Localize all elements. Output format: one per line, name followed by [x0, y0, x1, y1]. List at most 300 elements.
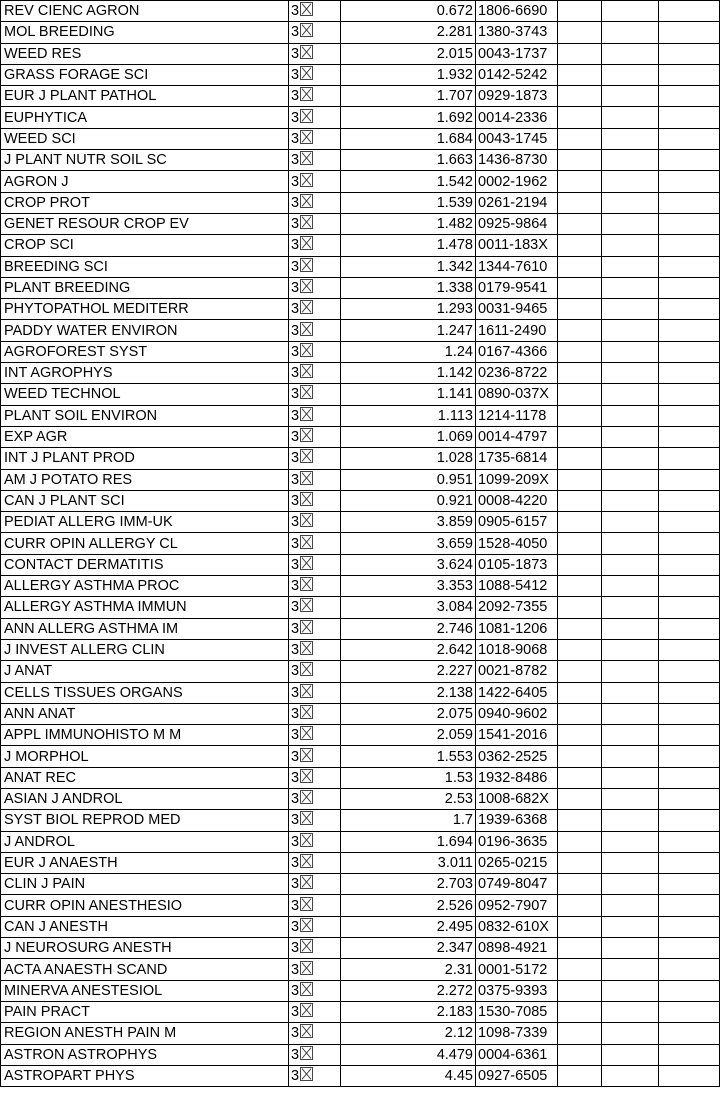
quartile-text: 3: [291, 471, 300, 488]
quartile-text: 3: [291, 24, 300, 41]
table-row: [1, 128, 720, 149]
impact-factor-cell: [341, 576, 476, 597]
empty-cell: [558, 213, 602, 234]
empty-cell: [558, 874, 602, 895]
impact-factor-text: 2.526: [436, 897, 473, 914]
table-row: [1, 810, 720, 831]
impact-factor-cell: [341, 788, 476, 809]
table-row: [1, 831, 720, 852]
impact-factor-cell: [341, 256, 476, 277]
empty-cell: [659, 788, 720, 809]
empty-cell: [558, 299, 602, 320]
impact-factor-text: 2.746: [436, 620, 473, 637]
empty-cell: [558, 43, 602, 64]
issn-cell: [476, 512, 558, 533]
empty-cell: [659, 682, 720, 703]
empty-cell: [659, 810, 720, 831]
issn-text: 1214-1178: [478, 407, 547, 424]
table-row: [1, 277, 720, 298]
impact-factor-cell: [341, 213, 476, 234]
quartile-cell: [289, 959, 341, 980]
impact-factor-text: 0.921: [436, 492, 473, 509]
journal-name-cell: [1, 788, 289, 809]
impact-factor-cell: [341, 767, 476, 788]
impact-factor-text: 3.624: [436, 556, 473, 573]
issn-cell: [476, 1065, 558, 1086]
quartile-text: 3: [291, 492, 300, 509]
impact-factor-text: 2.075: [436, 705, 473, 722]
issn-text: 1530-7085: [478, 1004, 548, 1021]
issn-text: 0004-6361: [478, 1046, 548, 1063]
journal-name-cell: [1, 384, 289, 405]
empty-cell: [602, 597, 659, 618]
issn-cell: [476, 746, 558, 767]
impact-factor-cell: [341, 405, 476, 426]
journal-name-text: ASTROPART PHYS: [4, 1067, 135, 1084]
empty-cell: [558, 597, 602, 618]
quartile-text: 3: [291, 365, 300, 382]
issn-cell: [476, 725, 558, 746]
empty-cell: [659, 639, 720, 660]
quartile-text: 3: [291, 599, 300, 616]
table-row: [1, 554, 720, 575]
impact-factor-cell: [341, 810, 476, 831]
empty-cell: [659, 1023, 720, 1044]
empty-cell: [602, 426, 659, 447]
journal-name-text: WEED SCI: [4, 130, 76, 147]
empty-cell: [602, 490, 659, 511]
issn-text: 0105-1873: [478, 556, 548, 573]
quartile-cell: [289, 213, 341, 234]
issn-cell: [476, 959, 558, 980]
empty-cell: [602, 938, 659, 959]
empty-cell: [602, 682, 659, 703]
empty-cell: [558, 895, 602, 916]
empty-cell: [602, 86, 659, 107]
x-box-icon: [300, 109, 313, 123]
issn-cell: [476, 1001, 558, 1022]
impact-factor-cell: [341, 192, 476, 213]
empty-cell: [602, 128, 659, 149]
quartile-cell: [289, 831, 341, 852]
impact-factor-text: 1.707: [436, 88, 473, 105]
issn-text: 0196-3635: [478, 833, 548, 850]
issn-cell: [476, 576, 558, 597]
quartile-cell: [289, 916, 341, 937]
impact-factor-text: 2.015: [436, 45, 473, 62]
quartile-cell: [289, 405, 341, 426]
journal-name-cell: [1, 639, 289, 660]
table-row: [1, 1044, 720, 1065]
quartile-cell: [289, 277, 341, 298]
issn-cell: [476, 128, 558, 149]
quartile-cell: [289, 426, 341, 447]
journal-name-text: J INVEST ALLERG CLIN: [4, 642, 165, 659]
journal-name-text: PAIN PRACT: [4, 1004, 90, 1021]
impact-factor-cell: [341, 1065, 476, 1086]
empty-cell: [558, 384, 602, 405]
table-row: [1, 661, 720, 682]
issn-text: 0265-0215: [478, 855, 548, 872]
x-box-icon: [300, 641, 313, 655]
journal-name-text: WEED TECHNOL: [4, 386, 121, 403]
impact-factor-cell: [341, 661, 476, 682]
empty-cell: [558, 959, 602, 980]
quartile-cell: [289, 64, 341, 85]
quartile-text: 3: [291, 67, 300, 84]
impact-factor-cell: [341, 1023, 476, 1044]
empty-cell: [558, 320, 602, 341]
x-box-icon: [300, 449, 313, 463]
impact-factor-text: 1.142: [436, 365, 473, 382]
journal-name-text: ASIAN J ANDROL: [4, 791, 123, 808]
issn-cell: [476, 426, 558, 447]
empty-cell: [558, 618, 602, 639]
impact-factor-cell: [341, 512, 476, 533]
issn-text: 0925-9864: [478, 216, 548, 233]
issn-text: 0021-8782: [478, 663, 548, 680]
empty-cell: [659, 363, 720, 384]
quartile-cell: [289, 938, 341, 959]
empty-cell: [558, 341, 602, 362]
journal-name-text: J ANDROL: [4, 833, 75, 850]
journal-name-cell: [1, 746, 289, 767]
empty-cell: [558, 448, 602, 469]
empty-cell: [558, 831, 602, 852]
impact-factor-cell: [341, 64, 476, 85]
quartile-cell: [289, 320, 341, 341]
impact-factor-cell: [341, 874, 476, 895]
quartile-cell: [289, 725, 341, 746]
empty-cell: [558, 1044, 602, 1065]
x-box-icon: [300, 961, 313, 975]
table-row: [1, 938, 720, 959]
journal-name-text: MOL BREEDING: [4, 24, 115, 41]
journal-name-text: BREEDING SCI: [4, 258, 108, 275]
table-row: [1, 64, 720, 85]
empty-cell: [602, 448, 659, 469]
impact-factor-cell: [341, 554, 476, 575]
issn-text: 1611-2490: [478, 322, 547, 339]
impact-factor-cell: [341, 128, 476, 149]
impact-factor-text: 2.347: [436, 940, 473, 957]
x-box-icon: [300, 684, 313, 698]
empty-cell: [602, 235, 659, 256]
issn-cell: [476, 597, 558, 618]
empty-cell: [558, 810, 602, 831]
issn-text: 1008-682X: [478, 791, 549, 808]
quartile-text: 3: [291, 429, 300, 446]
empty-cell: [602, 64, 659, 85]
quartile-text: 3: [291, 791, 300, 808]
quartile-cell: [289, 703, 341, 724]
table-row: [1, 171, 720, 192]
issn-text: 1088-5412: [478, 578, 548, 595]
x-box-icon: [300, 918, 313, 932]
journal-name-cell: [1, 1044, 289, 1065]
empty-cell: [602, 363, 659, 384]
x-box-icon: [300, 726, 313, 740]
journal-name-text: PLANT SOIL ENVIRON: [4, 407, 158, 424]
impact-factor-cell: [341, 916, 476, 937]
quartile-cell: [289, 895, 341, 916]
empty-cell: [602, 639, 659, 660]
empty-cell: [659, 384, 720, 405]
impact-factor-cell: [341, 469, 476, 490]
issn-cell: [476, 980, 558, 1001]
quartile-text: 3: [291, 684, 300, 701]
quartile-text: 3: [291, 407, 300, 424]
impact-factor-text: 3.659: [436, 535, 473, 552]
quartile-text: 3: [291, 343, 300, 360]
x-box-icon: [300, 598, 313, 612]
impact-factor-cell: [341, 150, 476, 171]
issn-cell: [476, 256, 558, 277]
table-row: [1, 384, 720, 405]
impact-factor-cell: [341, 299, 476, 320]
x-box-icon: [300, 1067, 313, 1081]
x-box-icon: [300, 471, 313, 485]
empty-cell: [659, 1065, 720, 1086]
empty-cell: [659, 554, 720, 575]
empty-cell: [602, 43, 659, 64]
empty-cell: [602, 1023, 659, 1044]
empty-cell: [659, 405, 720, 426]
quartile-text: 3: [291, 109, 300, 126]
empty-cell: [602, 22, 659, 43]
impact-factor-cell: [341, 86, 476, 107]
issn-cell: [476, 22, 558, 43]
quartile-text: 3: [291, 812, 300, 829]
issn-text: 0179-9541: [478, 280, 548, 296]
quartile-text: 3: [291, 237, 300, 254]
impact-factor-text: 1.694: [436, 833, 473, 850]
journal-name-cell: [1, 938, 289, 959]
issn-cell: [476, 341, 558, 362]
x-box-icon: [300, 982, 313, 996]
issn-text: 1939-6368: [478, 812, 548, 829]
journal-name-cell: [1, 1001, 289, 1022]
quartile-text: 3: [291, 3, 300, 20]
x-box-icon: [300, 151, 313, 165]
issn-text: 1380-3743: [478, 24, 548, 41]
empty-cell: [602, 831, 659, 852]
x-box-icon: [300, 1003, 313, 1017]
issn-cell: [476, 86, 558, 107]
quartile-cell: [289, 490, 341, 511]
journal-name-cell: [1, 171, 289, 192]
empty-cell: [659, 576, 720, 597]
impact-factor-text: 2.138: [436, 684, 473, 701]
empty-cell: [602, 703, 659, 724]
impact-factor-text: 3.353: [436, 578, 473, 595]
issn-text: 0142-5242: [478, 67, 548, 84]
quartile-text: 3: [291, 620, 300, 637]
journal-name-cell: [1, 1, 289, 22]
issn-text: 1932-8486: [478, 769, 548, 786]
issn-text: 0362-2525: [478, 748, 548, 765]
empty-cell: [659, 490, 720, 511]
quartile-text: 3: [291, 769, 300, 786]
issn-text: 1436-8730: [478, 152, 548, 169]
quartile-cell: [289, 512, 341, 533]
issn-text: 1541-2016: [478, 727, 548, 744]
table-row: [1, 22, 720, 43]
journal-name-text: AM J POTATO RES: [4, 471, 133, 488]
issn-text: 0927-6505: [478, 1067, 548, 1084]
quartile-text: 3: [291, 556, 300, 573]
empty-cell: [659, 831, 720, 852]
quartile-cell: [289, 810, 341, 831]
journal-name-text: ANAT REC: [4, 769, 76, 786]
quartile-text: 3: [291, 897, 300, 914]
empty-cell: [602, 916, 659, 937]
empty-cell: [558, 1001, 602, 1022]
impact-factor-text: 2.227: [436, 663, 473, 680]
issn-cell: [476, 299, 558, 320]
x-box-icon: [300, 790, 313, 804]
quartile-cell: [289, 235, 341, 256]
issn-cell: [476, 490, 558, 511]
empty-cell: [602, 213, 659, 234]
empty-cell: [659, 171, 720, 192]
x-box-icon: [300, 705, 313, 719]
x-box-icon: [300, 939, 313, 953]
quartile-text: 3: [291, 748, 300, 765]
empty-cell: [558, 767, 602, 788]
x-box-icon: [300, 1046, 313, 1060]
journal-name-cell: [1, 852, 289, 873]
journal-name-cell: [1, 235, 289, 256]
impact-factor-text: 2.272: [436, 982, 473, 999]
impact-factor-text: 2.31: [444, 961, 473, 978]
issn-text: 0890-037X: [478, 386, 549, 403]
x-box-icon: [300, 620, 313, 634]
quartile-text: 3: [291, 386, 300, 403]
x-box-icon: [300, 535, 313, 549]
issn-cell: [476, 43, 558, 64]
quartile-text: 3: [291, 301, 300, 318]
quartile-cell: [289, 341, 341, 362]
journal-name-text: CELLS TISSUES ORGANS: [4, 684, 183, 701]
x-box-icon: [300, 236, 313, 250]
quartile-cell: [289, 1044, 341, 1065]
table-row: [1, 618, 720, 639]
journal-name-cell: [1, 128, 289, 149]
quartile-text: 3: [291, 216, 300, 233]
journal-name-cell: [1, 490, 289, 511]
quartile-text: 3: [291, 940, 300, 957]
empty-cell: [602, 192, 659, 213]
journal-name-cell: [1, 64, 289, 85]
empty-cell: [602, 299, 659, 320]
journal-name-cell: [1, 618, 289, 639]
empty-cell: [602, 171, 659, 192]
impact-factor-cell: [341, 597, 476, 618]
empty-cell: [558, 405, 602, 426]
empty-cell: [602, 852, 659, 873]
impact-factor-cell: [341, 1, 476, 22]
empty-cell: [558, 980, 602, 1001]
impact-factor-text: 2.12: [444, 1025, 473, 1042]
issn-cell: [476, 469, 558, 490]
empty-cell: [558, 235, 602, 256]
quartile-cell: [289, 639, 341, 660]
quartile-cell: [289, 448, 341, 469]
table-row: [1, 192, 720, 213]
issn-text: 0898-4921: [478, 940, 548, 957]
empty-cell: [659, 256, 720, 277]
issn-text: 0832-610X: [478, 918, 549, 935]
empty-cell: [558, 916, 602, 937]
issn-cell: [476, 150, 558, 171]
empty-cell: [659, 86, 720, 107]
table-row: [1, 895, 720, 916]
quartile-text: 3: [291, 173, 300, 190]
impact-factor-cell: [341, 959, 476, 980]
journal-name-cell: [1, 725, 289, 746]
empty-cell: [602, 1001, 659, 1022]
impact-factor-text: 4.479: [436, 1046, 473, 1063]
empty-cell: [558, 512, 602, 533]
empty-cell: [659, 1001, 720, 1022]
impact-factor-text: 1.113: [437, 407, 473, 424]
impact-factor-cell: [341, 320, 476, 341]
journal-name-cell: [1, 363, 289, 384]
issn-cell: [476, 767, 558, 788]
quartile-cell: [289, 22, 341, 43]
issn-cell: [476, 213, 558, 234]
impact-factor-cell: [341, 895, 476, 916]
journal-name-cell: [1, 405, 289, 426]
issn-cell: [476, 320, 558, 341]
journal-name-text: J PLANT NUTR SOIL SC: [4, 152, 167, 169]
impact-factor-text: 1.482: [436, 216, 473, 233]
empty-cell: [602, 661, 659, 682]
table-row: [1, 1, 720, 22]
table-row: [1, 490, 720, 511]
issn-cell: [476, 405, 558, 426]
impact-factor-cell: [341, 235, 476, 256]
journal-name-cell: [1, 277, 289, 298]
journal-name-cell: [1, 874, 289, 895]
empty-cell: [659, 959, 720, 980]
x-box-icon: [300, 577, 313, 591]
impact-factor-text: 1.932: [436, 67, 473, 84]
empty-cell: [659, 448, 720, 469]
x-box-icon: [300, 492, 313, 506]
table-row: [1, 1023, 720, 1044]
empty-cell: [602, 405, 659, 426]
empty-cell: [659, 469, 720, 490]
impact-factor-text: 2.53: [444, 791, 473, 808]
empty-cell: [659, 64, 720, 85]
x-box-icon: [300, 215, 313, 229]
journal-name-cell: [1, 576, 289, 597]
empty-cell: [602, 277, 659, 298]
empty-cell: [558, 128, 602, 149]
quartile-cell: [289, 299, 341, 320]
empty-cell: [602, 320, 659, 341]
x-box-icon: [300, 556, 313, 570]
impact-factor-cell: [341, 980, 476, 1001]
quartile-text: 3: [291, 280, 300, 296]
issn-cell: [476, 810, 558, 831]
journal-name-cell: [1, 43, 289, 64]
issn-text: 1528-4050: [478, 535, 548, 552]
quartile-text: 3: [291, 1067, 300, 1084]
impact-factor-text: 1.141: [436, 386, 473, 403]
